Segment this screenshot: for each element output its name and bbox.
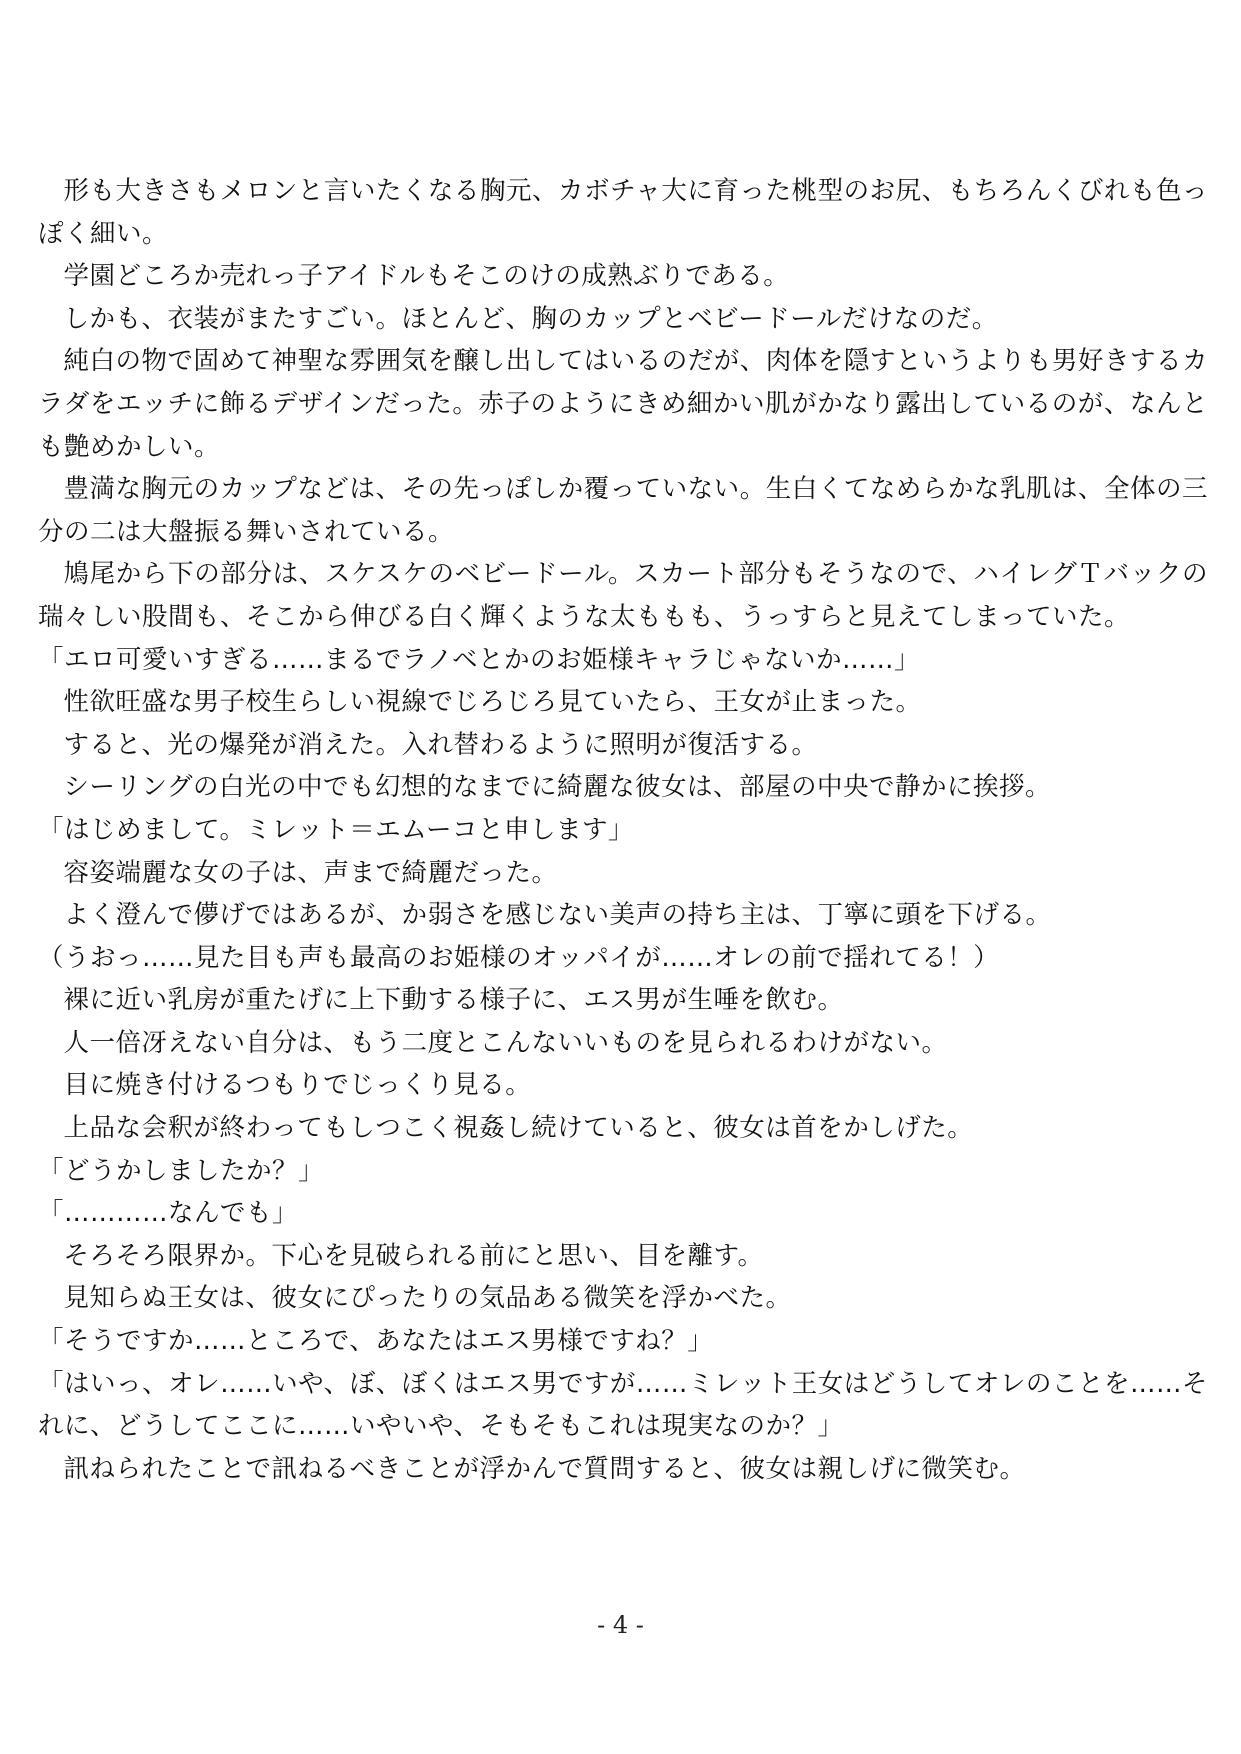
narration-paragraph: 鳩尾から下の部分は、スケスケのベビードール。スカート部分もそうなので、ハイレグＴバックの瑞々しい股間も、そこから伸びる白く輝くような太ももも、うっすらと見えてしまっていた。 <box>38 559 1208 632</box>
narration-paragraph: よく澄んで儚げではあるが、か弱さを感じない美声の持ち主は、丁寧に頭を下げる。 <box>63 900 1052 931</box>
narration-paragraph: 豊満な胸元のカップなどは、その先っぽしか覆っていない。生白くてなめらかな乳肌は、全体の三分の二は大盤振る舞いされている。 <box>38 474 1208 547</box>
narration-paragraph: 見知らぬ王女は、彼女にぴったりの気品ある微笑を浮かべた。 <box>63 1283 792 1314</box>
dialogue-paragraph: （うおっ……見た目も声も最高のお姫様のオッパイが……オレの前で揺れてる！） <box>38 942 1000 973</box>
narration-paragraph: 性欲旺盛な男子校生らしい視線でじろじろ見ていたら、王女が止まった。 <box>63 687 922 718</box>
narration-paragraph: 訊ねられたことで訊ねるべきことが浮かんで質問すると、彼女は親しげに微笑む。 <box>63 1453 1026 1484</box>
dialogue-paragraph: 「どうかしましたか？」 <box>38 1155 325 1186</box>
narration-paragraph: シーリングの白光の中でも幻想的なまでに綺麗な彼女は、部屋の中央で静かに挨拶。 <box>63 772 1051 803</box>
page-number: - 4 - <box>597 1611 644 1639</box>
narration-paragraph: 裸に近い乳房が重たげに上下動する様子に、エス男が生唾を飲む。 <box>63 985 844 1016</box>
narration-paragraph: しかも、衣装がまたすごい。ほとんど、胸のカップとベビードールだけなのだ。 <box>63 303 998 334</box>
narration-paragraph: そろそろ限界か。下心を見破られる前にと思い、目を離す。 <box>63 1240 764 1271</box>
narration-paragraph: 上品な会釈が終わってもしつこく視姦し続けていると、彼女は首をかしげた。 <box>63 1113 974 1144</box>
narration-paragraph: 目に焼き付けるつもりでじっくり見る。 <box>63 1070 532 1101</box>
dialogue-paragraph: 「そうですか……ところで、あなたはエス男様ですね？」 <box>38 1326 714 1357</box>
dialogue-paragraph: 「エロ可愛いすぎる……まるでラノベとかのお姫様キャラじゃないか……」 <box>38 644 920 675</box>
narration-paragraph: 形も大きさもメロンと言いたくなる胸元、カボチャ大に育った桃型のお尻、もちろんくびれも色っぽく細い。 <box>38 176 1208 249</box>
body-text <box>38 170 1208 1490</box>
narration-paragraph: すると、光の爆発が消えた。入れ替わるように照明が復活する。 <box>63 729 818 760</box>
narration-paragraph: 学園どころか売れっ子アイドルもそこのけの成熟ぶりである。 <box>63 261 790 292</box>
dialogue-paragraph: 「はいっ、オレ……いや、ぼ、ぼくはエス男ですが……ミレット王女はどうしてオレのことを……それに、どうしてここに……いやいや、そもそもこれは現実なのか？」 <box>38 1368 1208 1442</box>
dialogue-paragraph: 「はじめまして。ミレット＝エムーコと申します」 <box>38 814 634 845</box>
narration-paragraph: 人一倍冴えない自分は、もう二度とこんないいものを見られるわけがない。 <box>63 1027 948 1058</box>
dialogue-paragraph: 「…………なんでも」 <box>38 1198 299 1229</box>
narration-paragraph: 純白の物で固めて神聖な雰囲気を醸し出してはいるのだが、肉体を隠すというよりも男好きするカラダをエッチに飾るデザインだった。赤子のようにきめ細かい肌がかなり露出しているのが、なんとも艶めかしい。 <box>38 346 1208 462</box>
narration-paragraph: 容姿端麗な女の子は、声まで綺麗だった。 <box>63 857 558 888</box>
